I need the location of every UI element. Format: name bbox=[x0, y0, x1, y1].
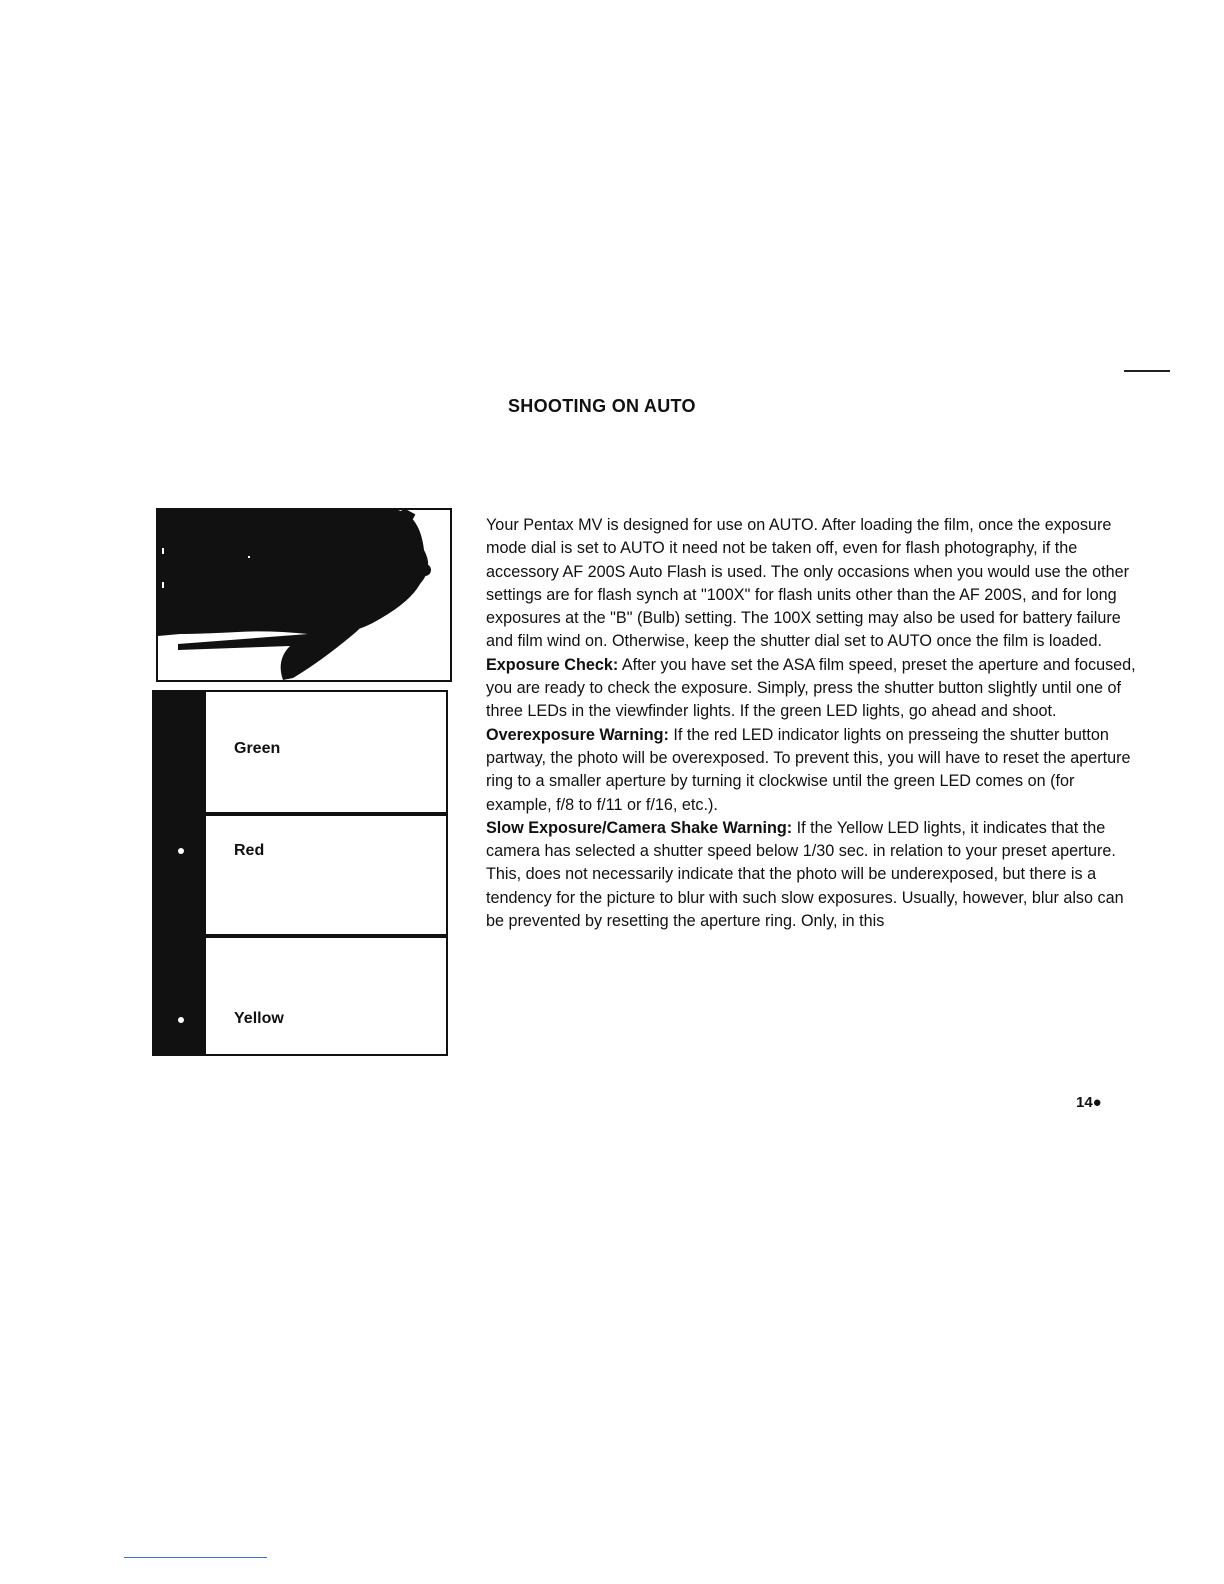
led-red-panel bbox=[152, 814, 448, 936]
intro-text: Your Pentax MV is designed for use on AUTO. After loading the film, once the exposure mode dial is set to AUTO it need not be taken off, even for flash photography, if the accessory AF 200S Auto Flash is used. The only occasions when you would use the other settings are for flash synch at "100X" for flash units other than the AF 200S, and for long exposures at the "B" (Bulb) setting. The 100X setting may also be used for battery failure and film wind on. Otherwise, keep the shutter dial set to AUTO once the film is loaded. bbox=[486, 516, 1130, 651]
led-yellow-panel bbox=[152, 936, 448, 1056]
led-label-green: Green bbox=[234, 740, 281, 757]
led-strip bbox=[154, 816, 206, 934]
led-dot bbox=[178, 1017, 184, 1023]
camera-illustration bbox=[156, 508, 452, 682]
intro-paragraph bbox=[486, 514, 1136, 654]
slow-exposure-heading: Slow Exposure/Camera Shake Warning: bbox=[486, 818, 793, 837]
exposure-check-heading: Exposure Check: bbox=[486, 655, 619, 674]
overexposure-text: If the red LED indicator lights on presseing the shutter button partway, the photo will be overexposed. To prevent this, you will have to reset the aperture ring to a smaller aperture by turning it clockwise until the green LED comes on (for example, f/8 to f/11 or f/16, etc.). bbox=[486, 725, 1131, 814]
camera-led-figure bbox=[152, 508, 454, 1056]
slow-exposure-paragraph bbox=[486, 817, 1136, 933]
led-strip bbox=[154, 938, 206, 1054]
page-title: SHOOTING ON AUTO bbox=[508, 396, 696, 416]
exposure-check-paragraph bbox=[486, 654, 1136, 724]
led-label-yellow: Yellow bbox=[234, 1010, 284, 1027]
bottom-rule bbox=[124, 1557, 267, 1558]
top-rule bbox=[1124, 370, 1170, 372]
page-number: 14● bbox=[1076, 1094, 1102, 1111]
led-dot bbox=[178, 848, 184, 854]
led-strip bbox=[154, 692, 206, 812]
led-green-panel bbox=[152, 690, 448, 814]
led-label-red: Red bbox=[234, 842, 265, 859]
body-text bbox=[486, 514, 1136, 933]
camera-body-drawing bbox=[158, 510, 452, 682]
overexposure-paragraph bbox=[486, 724, 1136, 817]
slow-exposure-text: If the Yellow LED lights, it indicates that the camera has selected a shutter speed below 1/30 sec. in relation to your preset aperture. This, does not necessarily indicate that the photo will be underexposed, but there is a tendency for the picture to blur with such slow exposures. Usually, however, blur also can be prevented by resetting the aperture ring. Only, in this bbox=[486, 818, 1124, 931]
overexposure-heading: Overexposure Warning: bbox=[486, 725, 669, 744]
exposure-check-text: After you have set the ASA film speed, preset the aperture and focused, you are ready to check the exposure. Simply, press the shutter button slightly until one of three LEDs in the viewfinder lights. If the green LED lights, go ahead and shoot. bbox=[486, 655, 1136, 721]
